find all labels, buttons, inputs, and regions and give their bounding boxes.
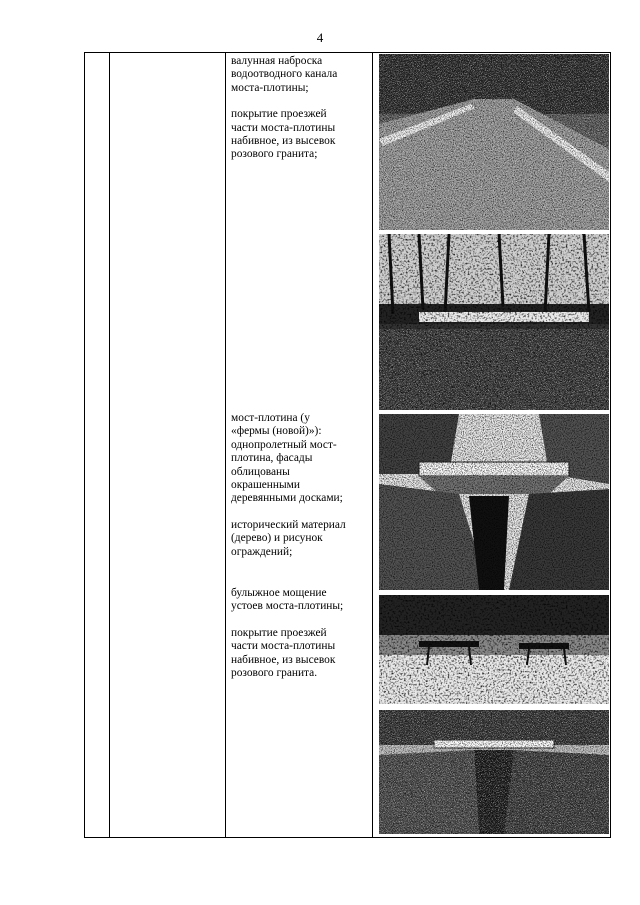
text-block-2	[231, 412, 363, 694]
paragraph: покрытие проезжей части моста-плотины набивное, из высевок розового гранита.	[231, 626, 336, 680]
page-number: 4	[316, 30, 324, 45]
paragraph: покрытие проезжей части моста-плотины набивное, из высевок розового гранита;	[231, 108, 336, 161]
photo-bridge-stone-embankment	[379, 234, 609, 410]
photo-bridge-new-farm	[379, 414, 609, 590]
photo-bridge-canal	[379, 710, 609, 834]
paragraph: исторический материал (дерево) и рисунок ограждений;	[231, 518, 346, 558]
column-divider-2	[225, 53, 226, 837]
column-divider-3	[372, 53, 373, 837]
column-divider-1	[109, 53, 110, 837]
photo-bridge-abutments	[379, 595, 609, 704]
photo-bridge-roadway	[379, 54, 609, 230]
paragraph: валунная наброска водоотводного канала моста-плотины;	[231, 55, 338, 94]
document-table	[84, 52, 611, 838]
paragraph: мост-плотина (у «фермы (новой)»): однопролетный мост- плотина, фасады облицованы окрашенными деревянными досками;	[231, 412, 343, 505]
text-block-1	[231, 55, 363, 175]
paragraph: булыжное мощение устоев моста-плотины;	[231, 587, 344, 613]
